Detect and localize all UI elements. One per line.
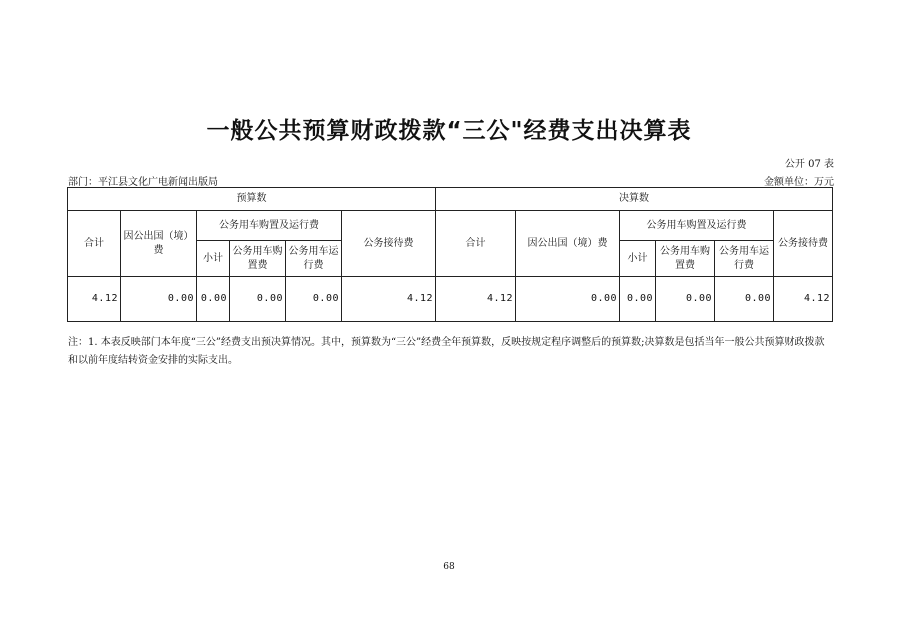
actual-vehicle-operation-header: 公务用车运行费 (715, 241, 774, 277)
budget-total-value: 4.12 (68, 277, 121, 322)
page-number: 68 (443, 562, 455, 572)
budget-vehicle-operation-value: 0.00 (286, 277, 342, 322)
table-row (68, 277, 833, 322)
budget-subtotal-value: 0.00 (197, 277, 230, 322)
actual-vehicle-purchase-header: 公务用车购置费 (656, 241, 715, 277)
actual-subtotal-header: 小计 (620, 241, 656, 277)
budget-subtotal-header: 小计 (197, 241, 230, 277)
budget-vehicle-purchase-header: 公务用车购置费 (230, 241, 286, 277)
budget-reception-header: 公务接待费 (342, 211, 436, 277)
department-label: 部门：平江县文化广电新闻出版局 (68, 177, 218, 188)
actual-group-header: 决算数 (436, 188, 833, 211)
budget-reception-value: 4.12 (342, 277, 436, 322)
actual-subtotal-value: 0.00 (620, 277, 656, 322)
actual-reception-value: 4.12 (774, 277, 833, 322)
budget-group-header: 预算数 (68, 188, 436, 211)
amount-unit-label: 金额单位：万元 (764, 177, 834, 188)
actual-vehicle-operation-value: 0.00 (715, 277, 774, 322)
table-header-row-groups (68, 188, 833, 211)
actual-abroad-value: 0.00 (516, 277, 620, 322)
table-footnote: 注：1. 本表反映部门本年度“三公”经费支出预决算情况。其中，预算数为“三公”经费全年预算数，反映按规定程序调整后的预算数;决算数是包括当年一般公共预算财政拨款和以前年度结转资金安排的实际支出。 (68, 337, 825, 366)
budget-vehicle-operation-header: 公务用车运行费 (286, 241, 342, 277)
table-header-row-columns (68, 211, 833, 241)
page-title: 一般公共预算财政拨款“三公"经费支出决算表 (206, 118, 692, 144)
actual-total-value: 4.12 (436, 277, 516, 322)
budget-vehicle-purchase-value: 0.00 (230, 277, 286, 322)
three-public-expenses-table (67, 187, 833, 322)
budget-abroad-value: 0.00 (121, 277, 197, 322)
form-number: 公开 07 表 (784, 159, 834, 170)
actual-reception-header: 公务接待费 (774, 211, 833, 277)
actual-abroad-header: 因公出国（境）费 (516, 211, 620, 277)
budget-total-header: 合计 (68, 211, 121, 277)
actual-total-header: 合计 (436, 211, 516, 277)
budget-abroad-header: 因公出国（境）费 (121, 211, 197, 277)
actual-vehicle-purchase-value: 0.00 (656, 277, 715, 322)
actual-vehicle-group-header: 公务用车购置及运行费 (620, 211, 774, 241)
budget-vehicle-group-header: 公务用车购置及运行费 (197, 211, 342, 241)
